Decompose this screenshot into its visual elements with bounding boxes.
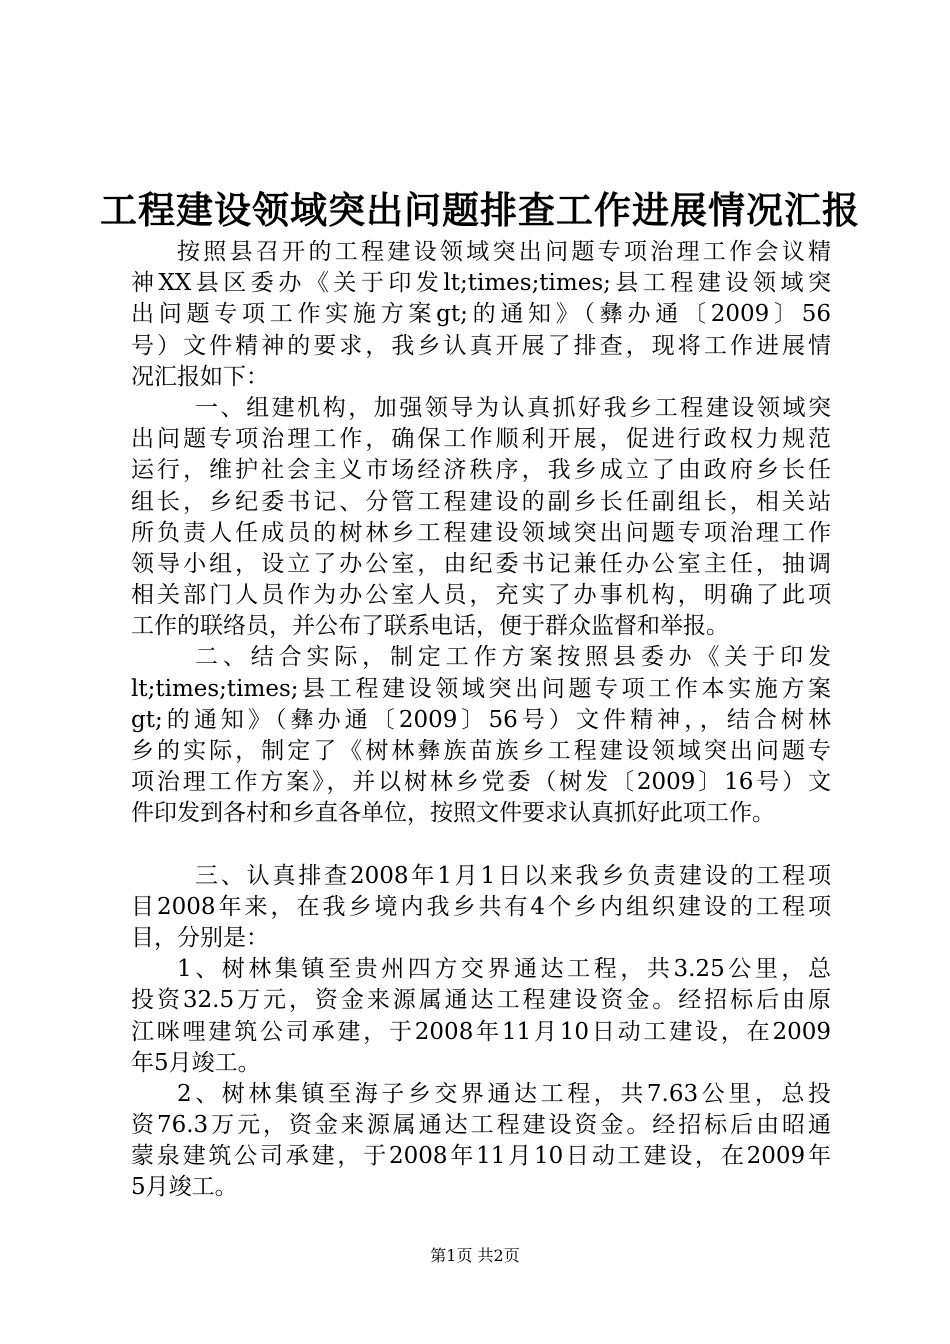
text-line: 按照县召开的工程建设领域突出问题专项治理工作会议精 [177, 239, 831, 265]
text-line: 5月竣工。 [131, 1174, 238, 1201]
text-line: 神XX县区委办《关于印发lt;times;times;县工程建设领域突 [131, 270, 831, 297]
text-line: 目，分别是： [131, 924, 269, 951]
text-line: 三、认真排查2008年1月1日以来我乡负责建设的工程项 [195, 862, 831, 889]
text-line: 出问题专项工作实施方案gt;的通知》（彝办通〔2009〕56 [131, 301, 831, 328]
page-footer: 第1页 共2页 [430, 1246, 520, 1265]
text-line: 相关部门人员作为办公室人员，充实了办事机构，明确了此项 [131, 582, 831, 609]
text-line: 件印发到各村和乡直各单位，按照文件要求认真抓好此项工作。 [131, 800, 775, 827]
text-line: 领导小组，设立了办公室，由纪委书记兼任办公室主任，抽调 [131, 550, 831, 577]
text-line: 运行，维护社会主义市场经济秩序，我乡成立了由政府乡长任 [131, 457, 831, 484]
text-line: 工作的联络员，并公布了联系电话，便于群众监督和举报。 [131, 613, 729, 640]
document-title: 工程建设领域突出问题排查工作进展情况汇报 [100, 189, 860, 232]
text-line: lt;times;times;县工程建设领域突出问题专项工作本实施方案 [131, 675, 831, 702]
text-line: gt;的通知》（彝办通〔2009〕56号）文件精神，，结合树林 [131, 706, 831, 733]
text-line: 乡的实际，制定了《树林彝族苗族乡工程建设领域突出问题专 [131, 738, 831, 764]
text-line: 年5月竣工。 [131, 1049, 261, 1076]
text-line: 况汇报如下： [131, 363, 269, 390]
document-body [131, 237, 831, 1204]
text-line: 一、组建机构，加强领导为认真抓好我乡工程建设领域突 [195, 394, 831, 421]
text-line: 1、树林集镇至贵州四方交界通达工程，共3.25公里，总 [177, 956, 831, 983]
text-line: 资76.3万元，资金来源属通达工程建设资金。经招标后由昭通 [131, 1112, 831, 1139]
text-line: 所负责人任成员的树林乡工程建设领域突出问题专项治理工作 [131, 519, 831, 546]
text-line: 目2008年来，在我乡境内我乡共有4个乡内组织建设的工程项 [131, 893, 831, 920]
text-line: 出问题专项治理工作，确保工作顺利开展，促进行政权力规范 [131, 426, 831, 453]
text-line: 二、结合实际，制定工作方案按照县委办《关于印发 [195, 644, 831, 671]
text-line: 2、树林集镇至海子乡交界通达工程，共7.63公里，总投 [177, 1080, 831, 1107]
text-line: 项治理工作方案》，并以树林乡党委（树发〔2009〕16号）文 [131, 769, 831, 796]
text-line: 投资32.5万元，资金来源属通达工程建设资金。经招标后由原 [131, 987, 831, 1014]
paragraph-gap [131, 830, 831, 861]
text-line: 江咪哩建筑公司承建，于2008年11月10日动工建设，在2009 [131, 1018, 831, 1045]
text-line: 号）文件精神的要求，我乡认真开展了排查，现将工作进展情 [131, 332, 831, 359]
text-line: 蒙泉建筑公司承建，于2008年11月10日动工建设，在2009年 [131, 1143, 831, 1170]
text-line: 组长，乡纪委书记、分管工程建设的副乡长任副组长，相关站 [131, 488, 831, 515]
